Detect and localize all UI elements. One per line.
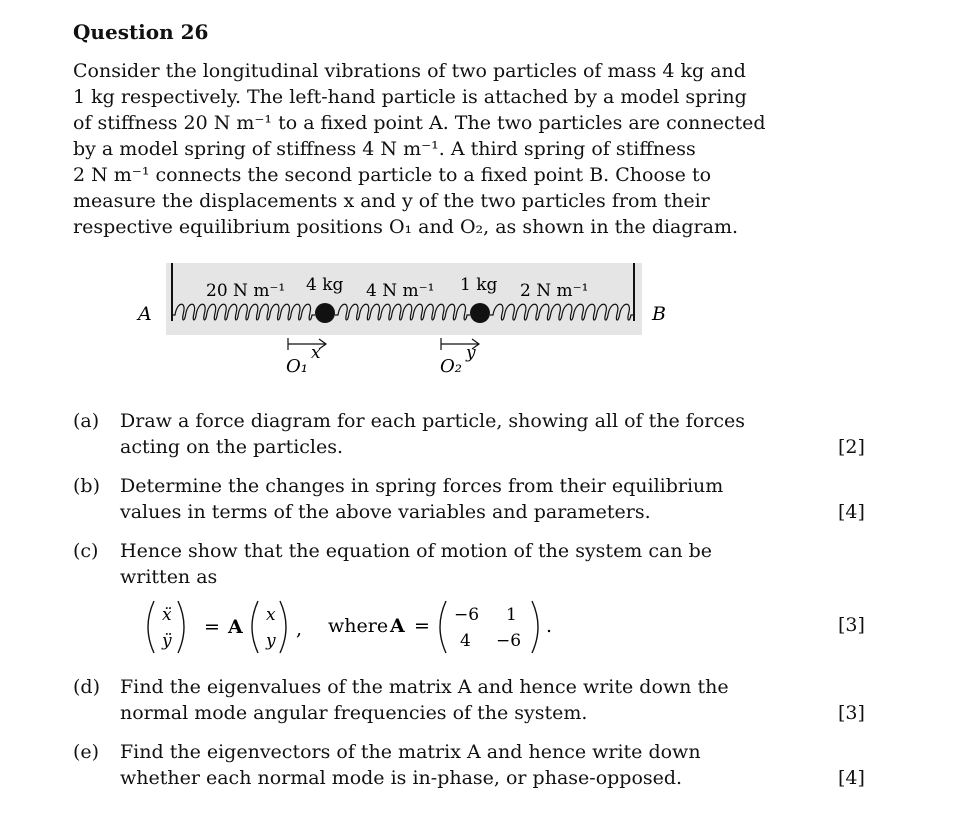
spring-1-stiffness-label: 20 N m⁻¹ [206,281,286,301]
part-text-line: whether each normal mode is in-phase, or phase-opposed. [120,767,683,789]
intro-line: 1 kg respectively. The left-hand particle is attached by a model spring [73,86,747,108]
mass-1-particle [315,303,335,323]
mass-2-particle [470,303,490,323]
intro-line: by a model spring of stiffness 4 N m⁻¹. A third spring of stiffness [73,138,696,160]
marks-badge: [2] [838,436,865,458]
marks-badge: [3] [838,614,865,636]
part-label: (a) [73,410,100,432]
intro-paragraph [73,58,766,240]
part-text-line: values in terms of the above variables and parameters. [120,501,651,523]
part-text-line: normal mode angular frequencies of the system. [120,702,588,724]
question-title: Question 26 [73,20,209,44]
part-text-line: Find the eigenvalues of the matrix A and hence write down the [120,676,729,698]
part-label: (c) [73,540,99,562]
intro-line: respective equilibrium positions O₁ and O₂, as shown in the diagram. [73,216,739,238]
o1-label: O₁ [286,356,308,377]
matrix-entry-12: 1 [506,605,517,625]
x-label: x [311,343,321,363]
part-text-line: Determine the changes in spring forces from their equilibrium [120,475,724,497]
part-text-line: Hence show that the equation of motion of the system can be [120,540,713,562]
part-label: (d) [73,676,100,698]
point-a-label: A [138,303,152,325]
spring-3-stiffness-label: 2 N m⁻¹ [520,281,589,301]
y-label: y [466,343,476,363]
x-double-dot: ẍ [162,605,172,625]
mass-2-label: 1 kg [460,275,498,295]
matrix-entry-22: −6 [496,631,522,651]
matrix-entry-11: −6 [454,605,480,625]
spring-mass-diagram [130,258,690,383]
part-label: (b) [73,475,100,497]
intro-line: 2 N m⁻¹ connects the second particle to a fixed point B. Choose to [73,164,712,186]
spring-2-stiffness-label: 4 N m⁻¹ [366,281,435,301]
marks-badge: [4] [838,501,865,523]
part-text-line: acting on the particles. [120,436,344,458]
mass-1-label: 4 kg [306,275,344,295]
intro-line: Consider the longitudinal vibrations of two particles of mass 4 kg and [73,60,746,82]
where-equals: = [414,615,430,637]
intro-line: measure the displacements x and y of the two particles from their [73,190,710,212]
matrix-entry-21: 4 [460,631,471,651]
where-text: where [328,615,389,637]
equation-of-motion [140,598,580,656]
period: . [546,615,553,637]
x-var: x [266,605,276,625]
part-label: (e) [73,741,100,763]
part-text-line: Draw a force diagram for each particle, showing all of the forces [120,410,745,432]
y-double-dot: ÿ [162,631,172,651]
marks-badge: [3] [838,702,865,724]
part-text-line: written as [120,566,218,588]
part-text-line: Find the eigenvectors of the matrix A and hence write down [120,741,701,763]
matrix-a-symbol: A [228,616,243,638]
marks-badge: [4] [838,767,865,789]
comma: , [296,618,303,640]
o2-label: O₂ [440,356,462,377]
where-matrix-symbol: A [390,615,405,637]
intro-line: of stiffness 20 N m⁻¹ to a fixed point A. The two particles are connected [73,112,766,134]
point-b-label: B [652,303,666,325]
y-var: y [266,631,276,651]
equals-sign: = [204,616,220,638]
